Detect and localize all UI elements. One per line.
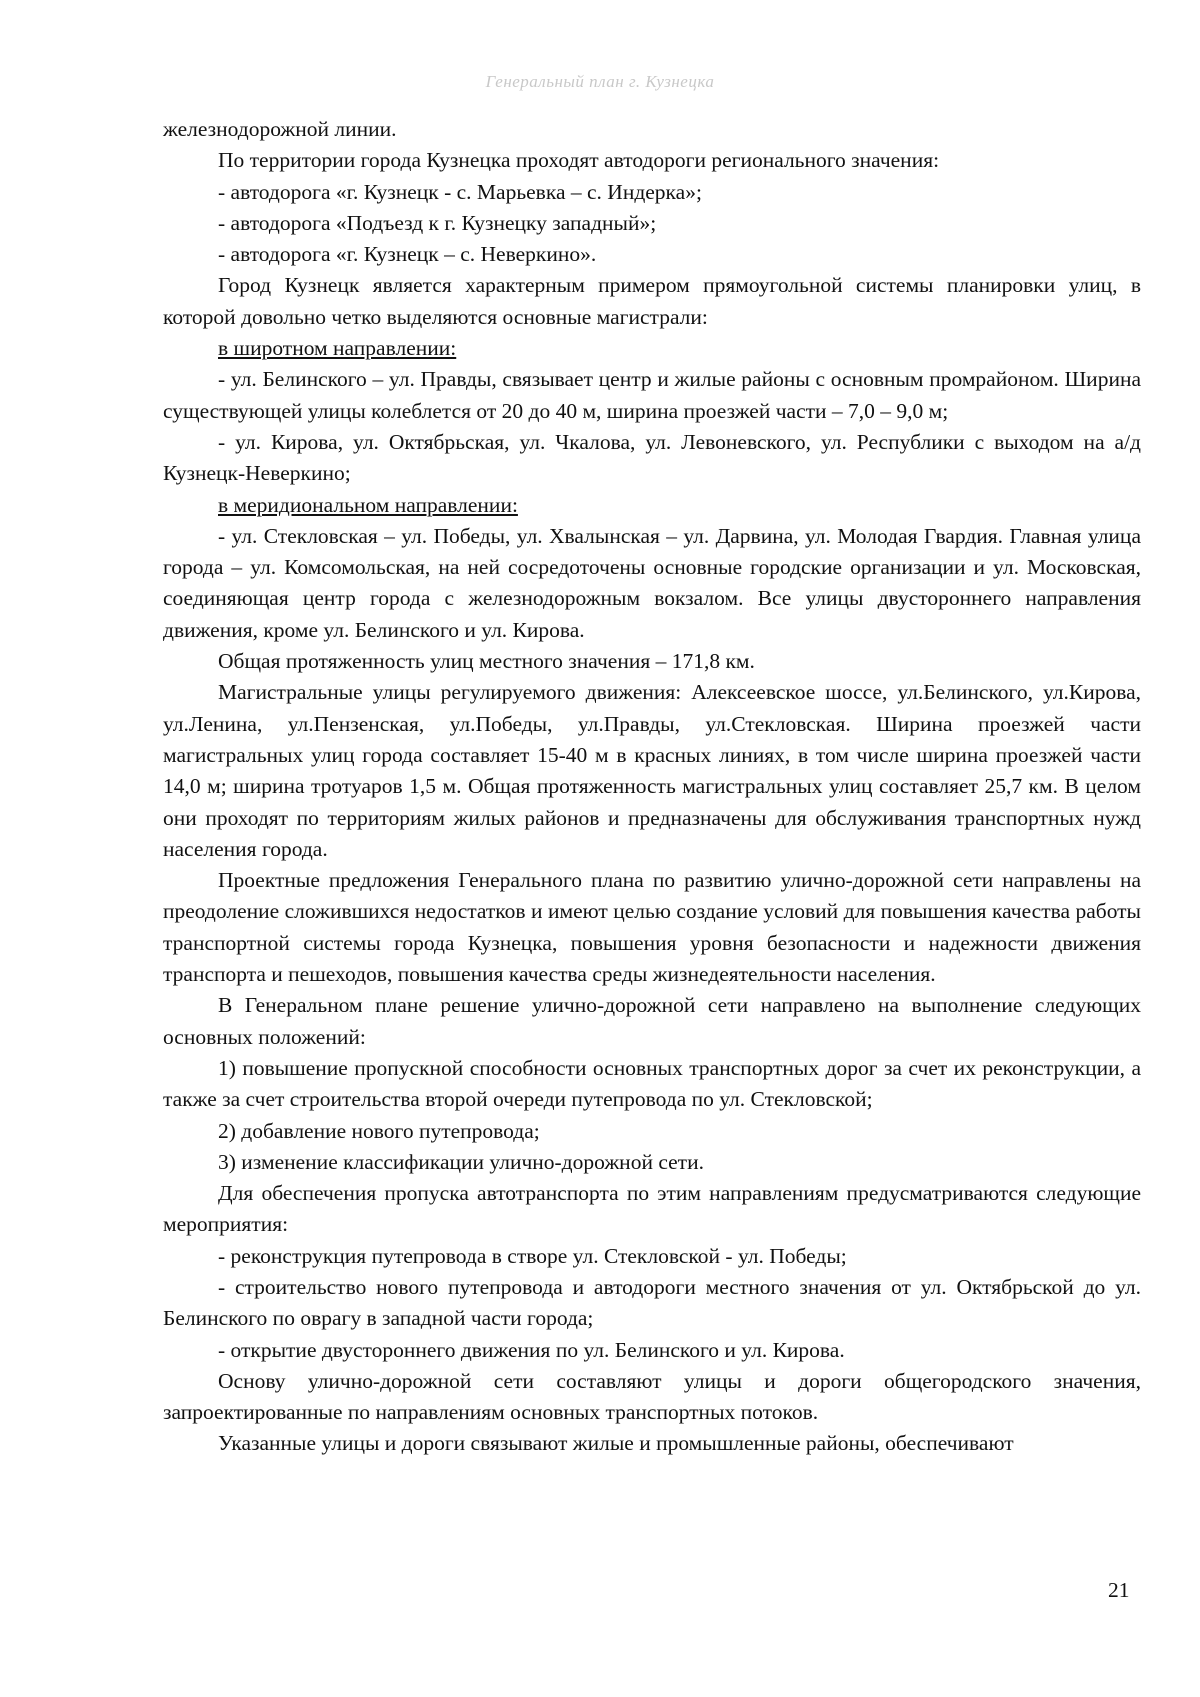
paragraph: железнодорожной линии. bbox=[163, 117, 397, 141]
numbered-item: 3) изменение классификации улично-дорожной сети. bbox=[218, 1149, 704, 1174]
section-subheading bbox=[163, 333, 1141, 364]
paragraph: Указанные улицы и дороги связывают жилые и промышленные районы, обеспечивают bbox=[218, 1431, 1014, 1456]
list-item: - ул. Стекловская – ул. Победы, ул. Хвалынская – ул. Дарвина, ул. Молодая Гвардия. Главная улица города – ул. Комсомольская, на ней сосредоточены основные городские организации и ул. Московская, соединяющая центр города с железнодорожным вокзалом. Все улицы двустороннего направления движения, кроме ул. Белинского и ул. Кирова. bbox=[163, 523, 1141, 642]
section-subheading-text: в широтном направлении: bbox=[218, 336, 457, 361]
list-item: - автодорога «г. Кузнецк – с. Неверкино». bbox=[218, 242, 597, 267]
paragraph: В Генеральном плане решение улично-дорожной сети направлено на выполнение следующих основных положений: bbox=[163, 993, 1141, 1049]
list-item: - строительство нового путепровода и автодороги местного значения от ул. Октябрьской до ул. Белинского по оврагу в западной части города; bbox=[163, 1274, 1141, 1331]
numbered-item: 1) повышение пропускной способности основных транспортных дорог за счет их реконструкции, а также за счет строительства второй очереди путепровода по ул. Стекловской; bbox=[163, 1055, 1141, 1112]
section-subheading bbox=[163, 490, 1141, 521]
list-item: - ул. Кирова, ул. Октябрьская, ул. Чкалова, ул. Левоневского, ул. Республики с выходом на а/д Кузнецк-Неверкино; bbox=[163, 429, 1141, 486]
paragraph: По территории города Кузнецка проходят автодороги регионального значения: bbox=[218, 148, 940, 173]
paragraph: Для обеспечения пропуска автотранспорта по этим направлениям предусматриваются следующие мероприятия: bbox=[163, 1181, 1141, 1237]
page-header: Генеральный план г. Кузнецка bbox=[485, 72, 715, 91]
numbered-item: 2) добавление нового путепровода; bbox=[218, 1118, 540, 1143]
list-item: - ул. Белинского – ул. Правды, связывает центр и жилые районы с основным промрайоном. Ширина существующей улицы колеблется от 20 до 40 м, ширина проезжей части – 7,0 – 9,0 м; bbox=[163, 367, 1141, 423]
page-number: 21 bbox=[1108, 1578, 1130, 1602]
paragraph: Общая протяженность улиц местного значения – 171,8 км. bbox=[218, 649, 755, 674]
paragraph: Проектные предложения Генерального плана по развитию улично-дорожной сети направлены на преодоление сложившихся недостатков и имеют целью создание условий для повышения качества работы транспортной системы города Кузнецка, повышения уровня безопасности и надежности движения транспорта и пешеходов, повышения качества среды жизнедеятельности населения. bbox=[163, 868, 1141, 987]
paragraph: Основу улично-дорожной сети составляют улицы и дороги общегородского значения, запроектированные по направлениям основных транспортных потоков. bbox=[163, 1368, 1141, 1425]
list-item: - открытие двустороннего движения по ул. Белинского и ул. Кирова. bbox=[218, 1337, 845, 1362]
document-body bbox=[163, 114, 1141, 1460]
section-subheading-text: в меридиональном направлении: bbox=[218, 492, 518, 517]
list-item: - автодорога «г. Кузнецк - с. Марьевка – с. Индерка»; bbox=[218, 179, 702, 204]
paragraph: Магистральные улицы регулируемого движения: Алексеевское шоссе, ул.Белинского, ул.Кирова, ул.Ленина, ул.Пензенская, ул.Победы, ул.Правды, ул.Стекловская. Ширина проезжей части магистральных улиц города составляет 15-40 м в красных линиях, в том числе ширина проезжей части 14,0 м; ширина тротуаров 1,5 м. Общая протяженность магистральных улиц составляет 25,7 км. В целом они проходят по территориям жилых районов и предназначены для обслуживания транспортных нужд населения города. bbox=[163, 680, 1141, 861]
paragraph: Город Кузнецк является характерным примером прямоугольной системы планировки улиц, в которой довольно четко выделяются основные магистрали: bbox=[163, 273, 1141, 329]
list-item: - автодорога «Подъезд к г. Кузнецку западный»; bbox=[218, 210, 657, 235]
list-item: - реконструкция путепровода в створе ул. Стекловской - ул. Победы; bbox=[218, 1243, 847, 1268]
